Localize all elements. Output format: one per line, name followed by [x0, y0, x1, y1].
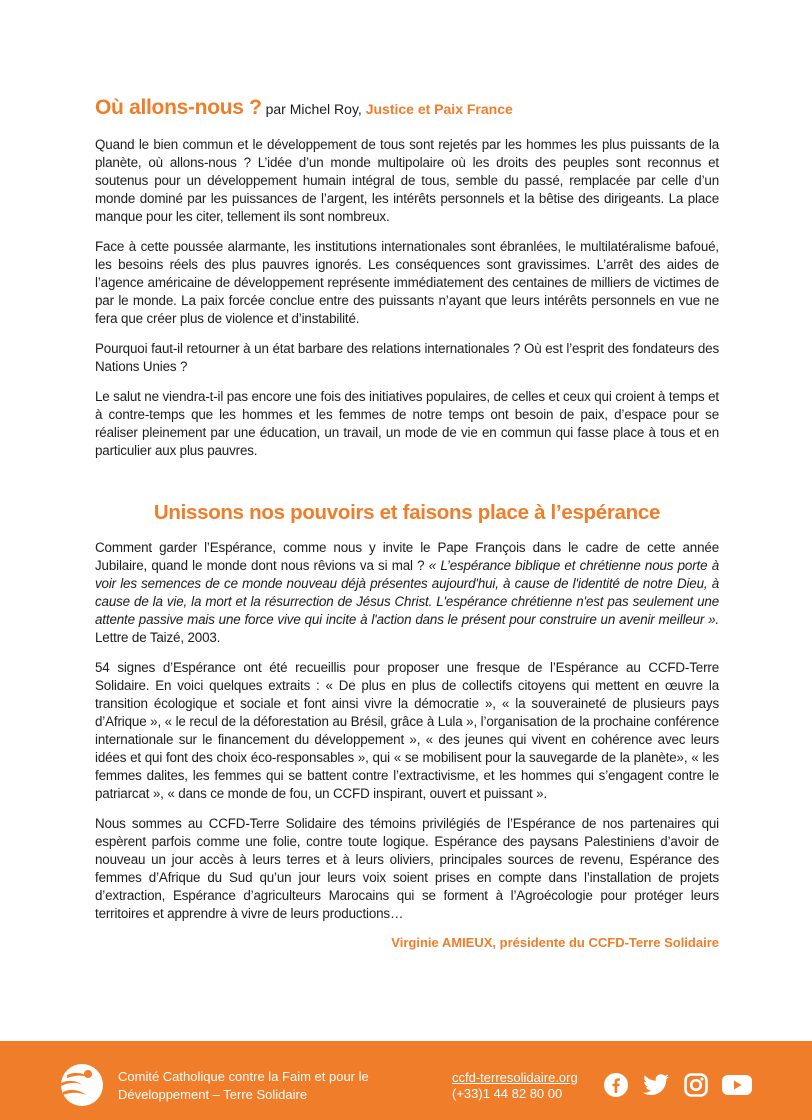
quote-source: Lettre de Taizé, 2003. — [95, 630, 221, 645]
instagram-icon[interactable] — [683, 1072, 709, 1098]
facebook-icon[interactable] — [603, 1072, 629, 1098]
paragraph: Face à cette poussée alarmante, les institutions internationales sont ébranlées, le multilatéralisme bafoué, les besoins réels des plus pauvres ignorés. Les conséquences sont gravissimes. L’arrêt des aides de l’agence américaine de développement représente immédiatement des centaines de milliers de victimes de par le monde. La paix forcée conclue entre des puissants n’ayant que leurs intérêts personnels en vue ne fera que créer plus de violence et d’instabilité. — [95, 239, 719, 326]
paragraph: Nous sommes au CCFD-Terre Solidaire des témoins privilégiés de l’Espérance de nos partenaires qui espèrent parfois comme une folie, contre toute logique. Espérance des paysans Palestiniens d’avoir de nouveau un jour accès à leurs terres et à leurs oliviers, principales sources de revenu, Espérance des femmes d’Afrique du Sud qu’un jour leurs voix soient prises en compte dans l’installation de projets d’extraction, Espérance d’agriculteurs Marocains qui se forment à l’Agroécologie pour protéger leurs territoires et apprendre à vivre de leurs productions… — [95, 816, 719, 921]
byline-organization: Justice et Paix France — [365, 101, 513, 117]
footer — [0, 1041, 812, 1120]
section-heading — [95, 96, 719, 122]
contact-info — [452, 1070, 578, 1102]
section-title: Unissons nos pouvoirs et faisons place à l’espérance — [153, 501, 661, 524]
youtube-icon[interactable] — [721, 1072, 753, 1098]
paragraph: Pourquoi faut-il retourner à un état barbare des relations internationales ? Où est l’esprit des fondateurs des Nations Unies ? — [95, 341, 719, 374]
quote: « L’espérance biblique et chrétienne nous porte à voir les semences de ce monde nouveau déjà présentes aujourd'hui, à cause de l'identité de notre Dieu, à cause de la vie, la mort et la résurrection de Jésus Christ. L'espérance chrétienne n'est pas seulement une attente passive mais une force vive qui incite à l'action dans le présent pour construire un avenir meilleur ». — [95, 558, 719, 627]
website-link[interactable]: ccfd-terresolidaire.org — [452, 1070, 578, 1085]
paragraph: Quand le bien commun et le développement de tous sont rejetés par les hommes les plus puissants de la planète, où allons-nous ? L’idée d’un monde multipolaire où les droits des peuples sont reconnus et soutenus pour un développement humain intégral de tous, semble du passé, remplacée par celle d’un monde dominé par les puissances de l’argent, les intérêts personnels et la bêtise des dirigeants. La place manque pour les citer, tellement ils sont nombreux. — [95, 137, 719, 224]
section-title: Où allons-nous ? — [95, 96, 262, 119]
signature: Virginie AMIEUX, présidente du CCFD-Terre Solidaire — [391, 935, 719, 950]
paragraph-intro: Comment garder l’Espérance, comme nous y invite le Pape François dans le cadre de cette année Jubilaire, quand le monde dont nous rêvions va si mal ? — [95, 540, 719, 573]
article — [95, 96, 719, 950]
paragraph: Le salut ne viendra-t-il pas encore une fois des initiatives populaires, de celles et ceux qui croient à temps et à contre-temps que les hommes et les femmes de notre temps ont besoin de paix, d’espace pour se réaliser pleinement par une éducation, un travail, un mode de vie en commun qui fasse place à tous et en particulier aux plus pauvres. — [95, 389, 719, 458]
ccfd-logo-icon — [57, 1061, 105, 1109]
twitter-icon[interactable] — [641, 1072, 671, 1098]
organization-name: Comité Catholique contre la Faim et pour le Développement – Terre Solidaire — [118, 1069, 369, 1102]
social-links — [603, 1070, 753, 1100]
paragraph — [95, 539, 719, 647]
paragraph: 54 signes d’Espérance ont été recueillis pour proposer une fresque de l’Espérance au CCFD-Terre Solidaire. En voici quelques extraits : « De plus en plus de collectifs citoyens qui mettent en œuvre la transition écologique et sociale et font ainsi vivre la démocratie », « la souveraineté de plusieurs pays d’Afrique », « le recul de la déforestation au Brésil, grâce à Lula », l’organisation de la prochaine conférence internationale sur le financement du développement », « des jeunes qui vivent en cohérence avec leurs idées et qui font des choix éco-responsables », qui « se mobilisent pour la sauvegarde de la planète», « les femmes dalites, les femmes qui se battent contre l’extractivisme, et les hommes qui s’engagent contre le patriarcat », « dans ce monde de fou, un CCFD inspirant, ouvert et puissant ». — [95, 660, 719, 801]
byline: par Michel Roy, — [261, 101, 366, 117]
phone-number: (+33)1 44 82 80 00 — [452, 1086, 563, 1101]
